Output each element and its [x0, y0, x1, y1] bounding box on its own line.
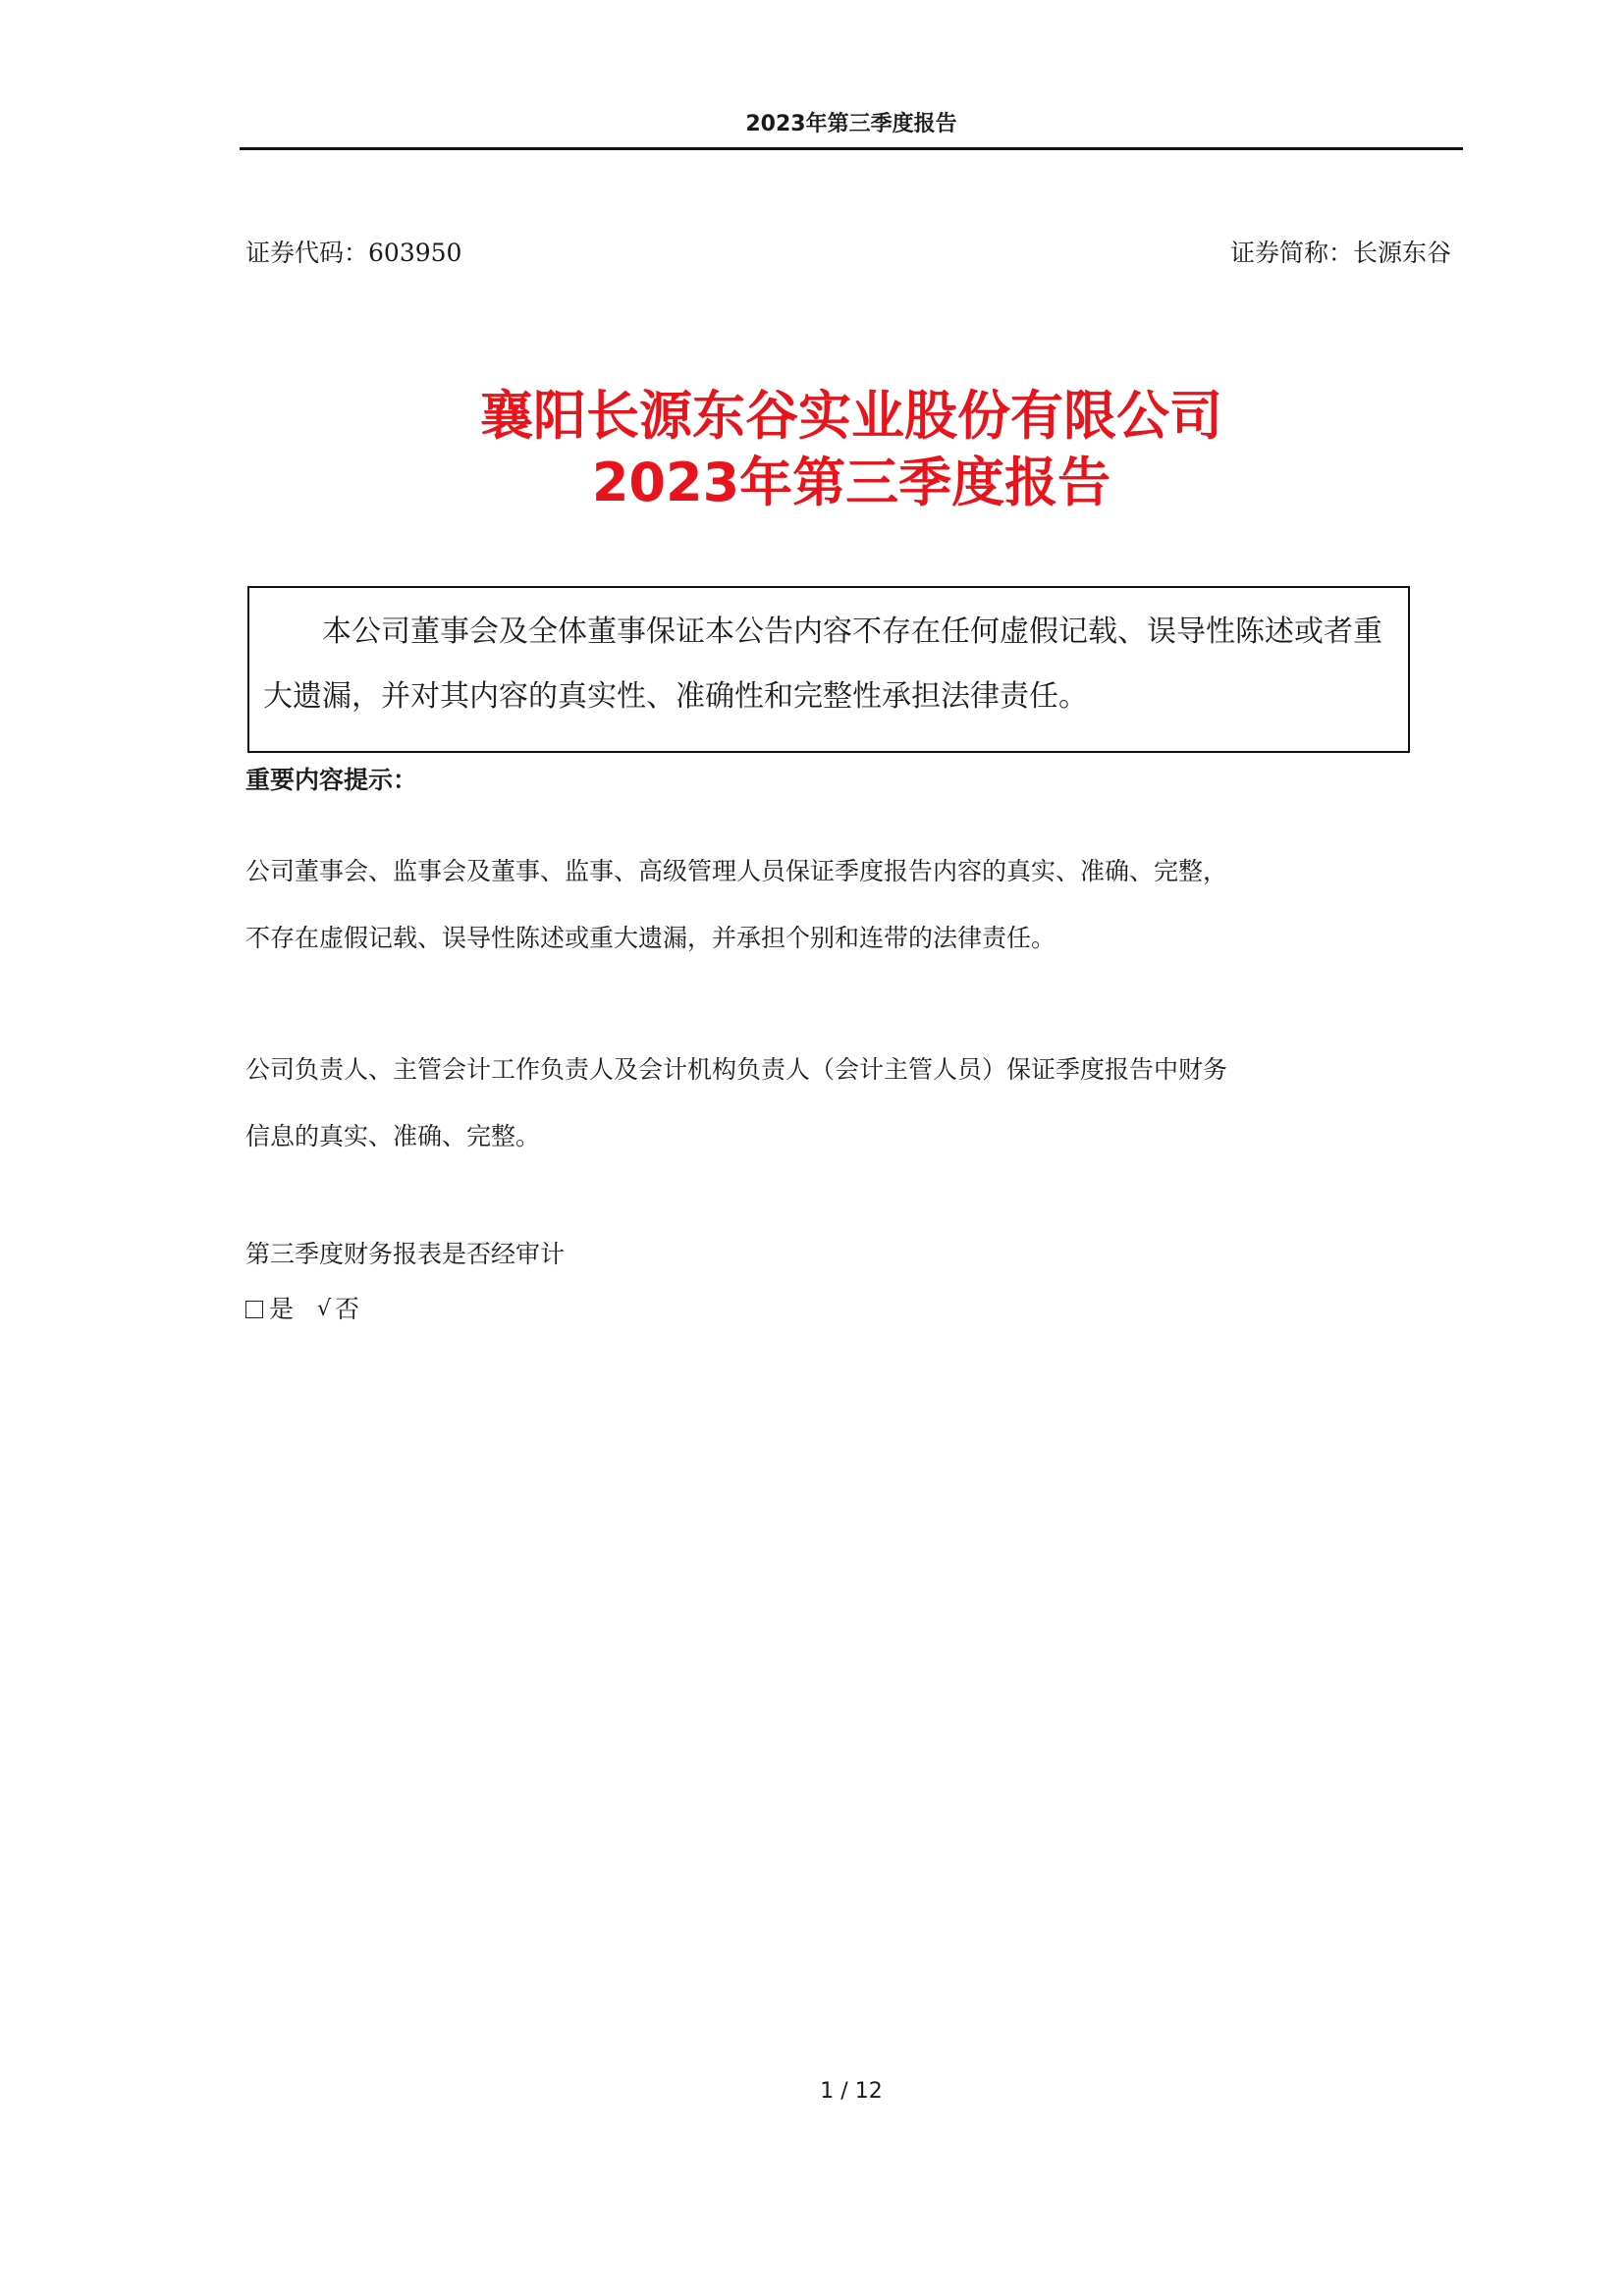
paragraph-line: 公司负责人、主管会计工作负责人及会计机构负责人（会计主管人员）保证季度报告中财务 — [245, 1055, 1228, 1084]
paragraph-line: 不存在虚假记载、误导性陈述或重大遗漏，并承担个别和连带的法律责任。 — [245, 924, 1056, 952]
audit-answer-options — [245, 1292, 359, 1327]
security-code-label: 证券代码： — [245, 239, 369, 267]
audit-option-yes: 是 — [269, 1295, 295, 1323]
security-short-name — [1230, 234, 1451, 269]
management-guarantee-paragraph — [245, 838, 1463, 972]
check-mark-icon: √ — [317, 1297, 332, 1321]
report-period-title: 2023年第三季度报告 — [591, 452, 1111, 513]
security-code — [245, 234, 461, 269]
security-name-value: 长源东谷 — [1352, 239, 1451, 267]
unchecked-box-icon — [245, 1301, 263, 1318]
security-info-row — [245, 232, 1451, 271]
document-title — [240, 383, 1463, 516]
financial-guarantee-paragraph — [245, 1037, 1463, 1170]
paragraph-line: 公司董事会、监事会及董事、监事、高级管理人员保证季度报告内容的真实、准确、完整， — [245, 857, 1228, 885]
security-code-value: 603950 — [368, 239, 462, 267]
audit-question: 第三季度财务报表是否经审计 — [245, 1240, 566, 1268]
audit-option-no: 否 — [335, 1295, 360, 1323]
header-rule — [240, 147, 1463, 150]
paragraph-line: 信息的真实、准确、完整。 — [245, 1122, 541, 1150]
important-notice-heading: 重要内容提示： — [245, 766, 418, 794]
board-statement-text: 本公司董事会及全体董事保证本公告内容不存在任何虚假记载、误导性陈述或者重大遗漏，并对其内容的真实性、准确性和完整性承担法律责任。 — [263, 614, 1382, 714]
company-name-title: 襄阳长源东谷实业股份有限公司 — [480, 385, 1222, 447]
board-statement-box — [247, 586, 1410, 753]
security-name-label: 证券简称： — [1229, 239, 1353, 267]
running-header: 2023年第三季度报告 — [745, 112, 957, 136]
page-number: 1 / 12 — [820, 2079, 883, 2104]
